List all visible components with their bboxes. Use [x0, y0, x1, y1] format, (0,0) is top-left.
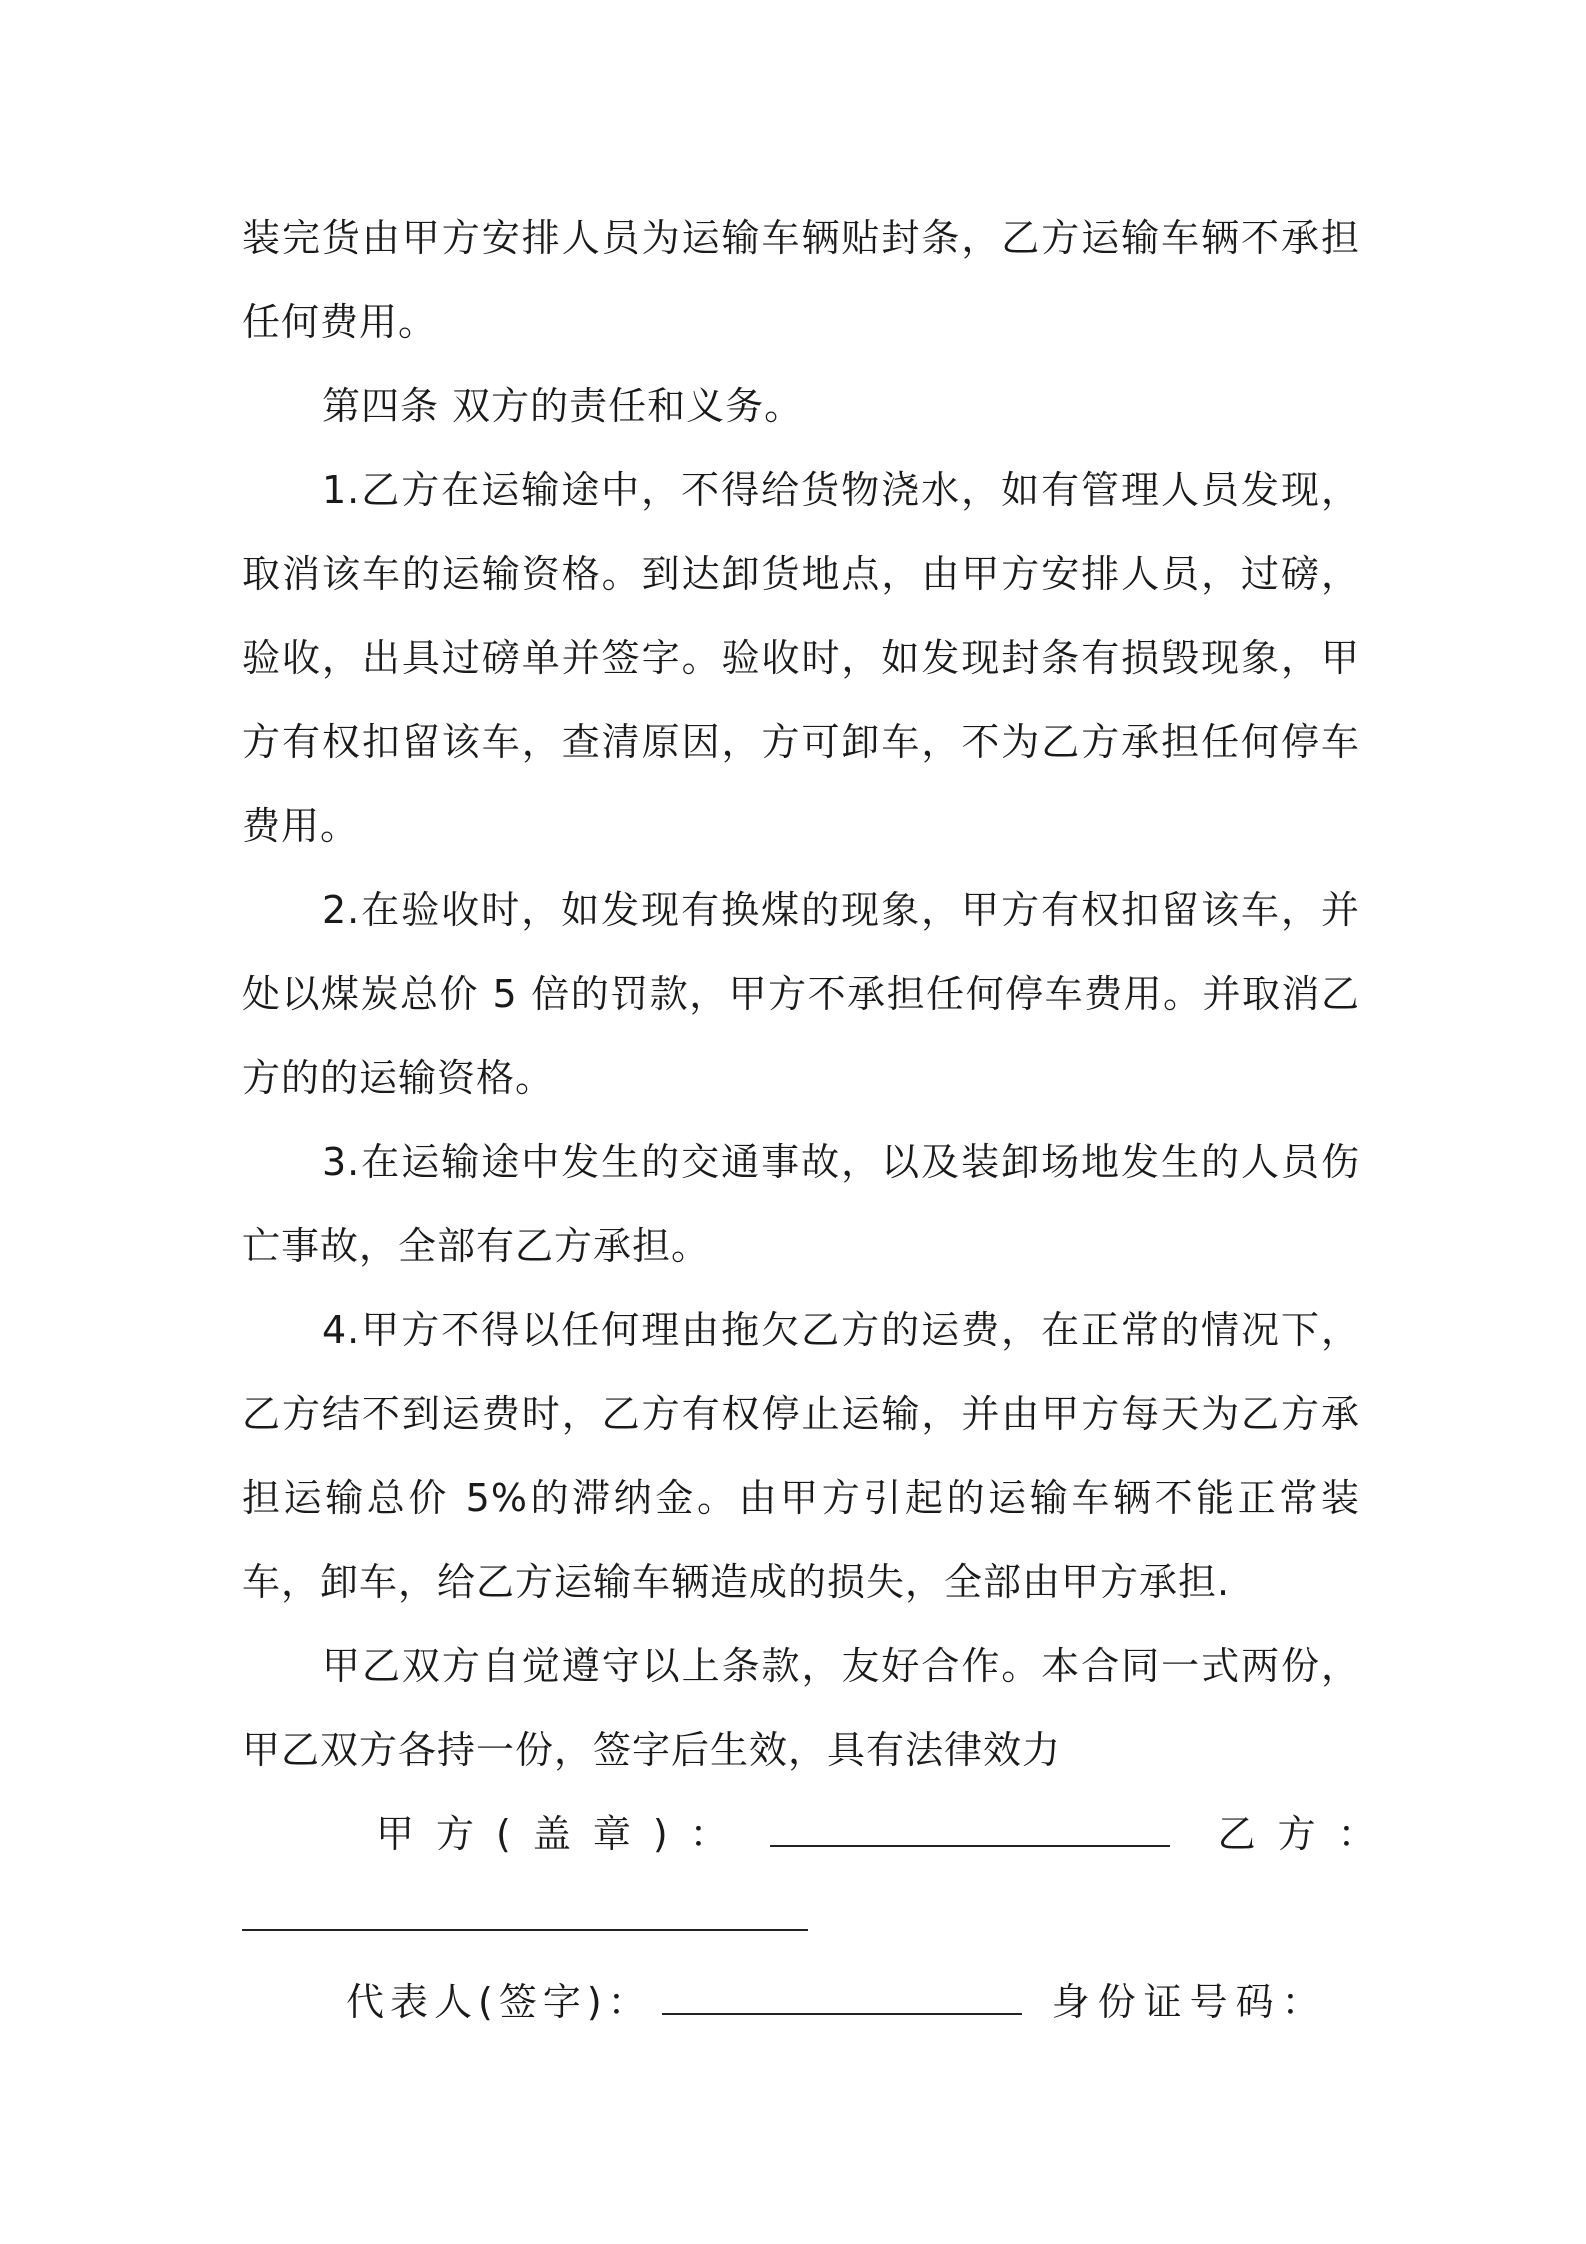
paragraph-loading-seal: 装完货由甲方安排人员为运输车辆贴封条，乙方运输车辆不承担任何费用。: [242, 216, 1360, 344]
representative-label: 代表人(签字)：: [346, 1980, 652, 2024]
party-b-signature-line: [242, 1919, 808, 1931]
clause-3: 3.在运输途中发生的交通事故，以及装卸场地发生的人员伤亡事故，全部有乙方承担。: [242, 1140, 1360, 1268]
id-number-label: 身份证号码：: [1051, 1980, 1328, 2024]
representative-signature-line: [662, 2003, 1022, 2015]
party-a-label: 甲方(盖章)：: [376, 1812, 750, 1856]
party-b-signature-row: [242, 1876, 1360, 1960]
article-four-heading: 第四条 双方的责任和义务。: [322, 384, 804, 428]
party-b-label: 乙方：: [1217, 1812, 1398, 1856]
contract-body: [242, 196, 1398, 2044]
clause-2: 2.在验收时，如发现有换煤的现象，甲方有权扣留该车，并处以煤炭总价 5 倍的罚款，甲方不承担任何停车费用。并取消乙方的的运输资格。: [242, 888, 1360, 1100]
signature-row-representative: [242, 1960, 1360, 2044]
closing-paragraph: 甲乙双方自觉遵守以上条款，友好合作。本合同一式两份，甲乙双方各持一份，签字后生效，具有法律效力: [242, 1644, 1360, 1772]
party-a-signature-line: [770, 1835, 1170, 1847]
signature-row-party: [242, 1792, 1398, 1876]
clause-4: 4.甲方不得以任何理由拖欠乙方的运费，在正常的情况下，乙方结不到运费时，乙方有权停止运输，并由甲方每天为乙方承担运输总价 5%的滞纳金。由甲方引起的运输车辆不能正常装车，卸车，给乙方运输车辆造成的损失，全部由甲方承担.: [242, 1308, 1360, 1604]
clause-1: 1.乙方在运输途中，不得给货物浇水，如有管理人员发现，取消该车的运输资格。到达卸货地点，由甲方安排人员，过磅，验收，出具过磅单并签字。验收时，如发现封条有损毁现象，甲方有权扣留该车，查清原因，方可卸车，不为乙方承担任何停车费用。: [242, 468, 1360, 848]
